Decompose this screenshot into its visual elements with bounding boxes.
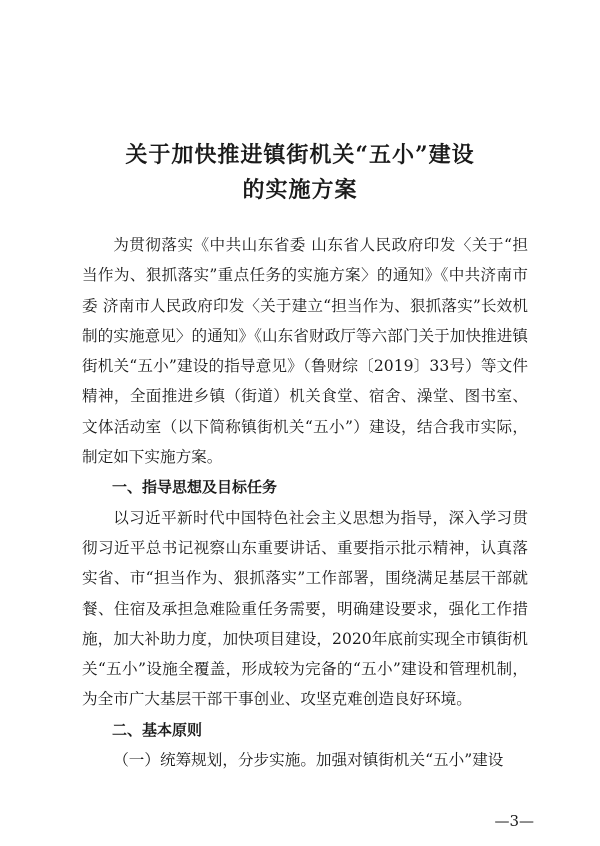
document-title-line-1: 关于加快推进镇街机关“五小”建设 bbox=[125, 142, 475, 168]
section-2-heading: 二、基本原则 bbox=[112, 720, 203, 739]
document-body bbox=[82, 230, 528, 775]
section-1-paragraph: 以习近平新时代中国特色社会主义思想为指导，深入学习贯彻习近平总书记视察山东重要讲话、重要指示批示精神，认真落实省、市“担当作为、狠抓落实”工作部署，围绕满足基层干部就餐、住宿及承担急难险重任务需要，明确建设要求，强化工作措施，加大补助力度，加快项目建设，2020年底前实现全市镇街机关“五小”设施全覆盖，形成较为完备的“五小”建设和管理机制，为全市广大基层干部干事创业、攻坚克难创造良好环境。 bbox=[82, 508, 528, 709]
section-1-heading: 一、指导思想及目标任务 bbox=[112, 478, 278, 497]
section-2-item-1: （一）统筹规划，分步实施。加强对镇街机关“五小”建设 bbox=[113, 751, 504, 770]
intro-paragraph: 为贯彻落实《中共山东省委 山东省人民政府印发〈关于“担当作为、狠抓落实”重点任务的实施方案〉的通知》《中共济南市委 济南市人民政府印发〈关于建立“担当作为、狠抓落实”长效机制的实施意见〉的通知》《山东省财政厅等六部门关于加快推进镇街机关“五小”建设的指导意见》（鲁财综〔2019〕33号）等文件精神，全面推进乡镇（街道）机关食堂、宿舍、澡堂、图书室、文体活动室（以下简称镇街机关“五小”）建设，结合我市实际，制定如下实施方案。 bbox=[82, 236, 528, 467]
document-title-line-2: 的实施方案 bbox=[242, 177, 358, 203]
page-number: —3— bbox=[494, 812, 534, 830]
